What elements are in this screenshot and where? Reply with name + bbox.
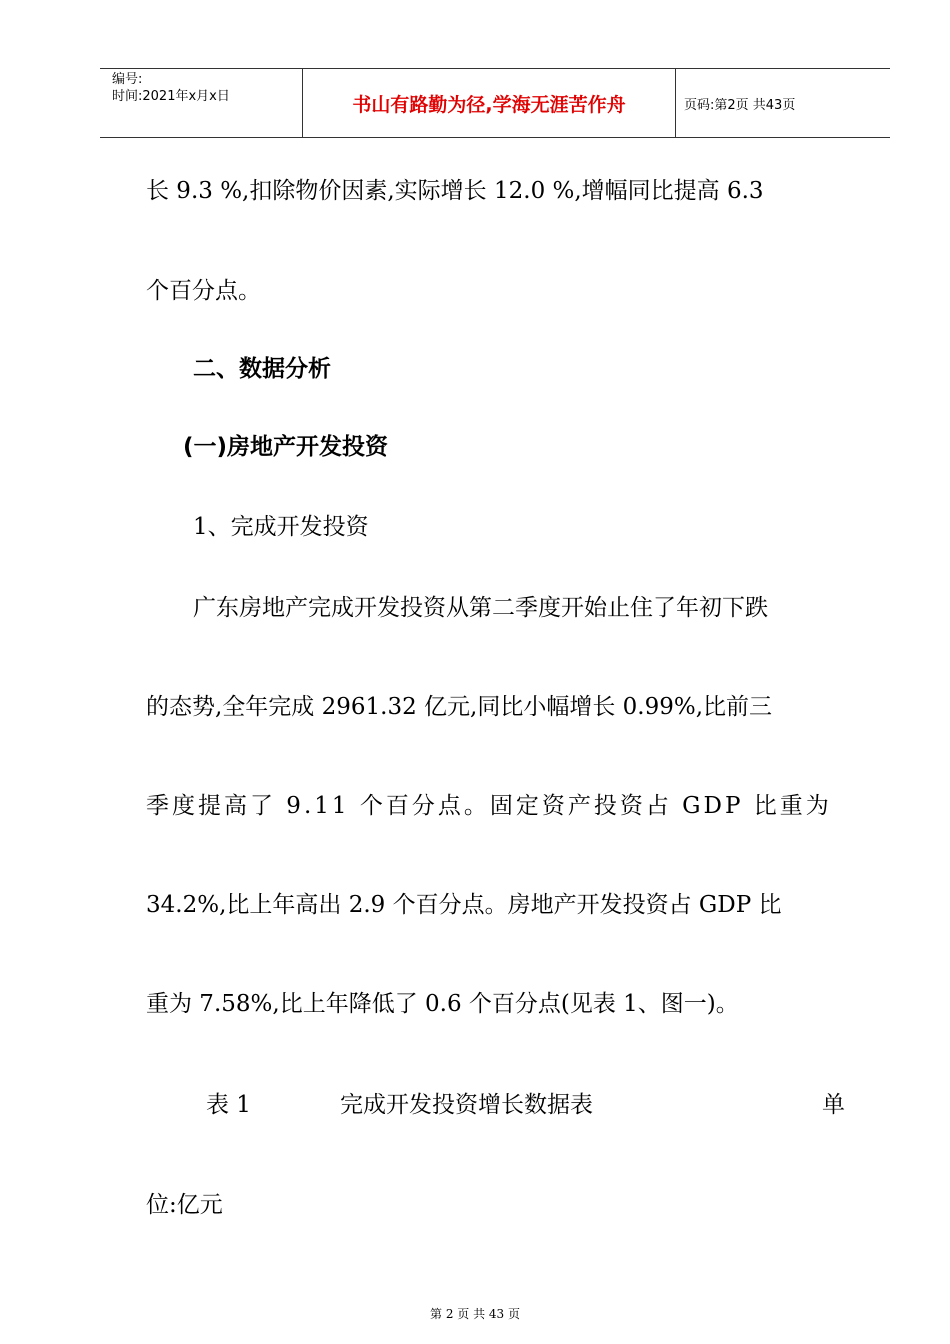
page-header [100,68,890,138]
paragraph-line-3: 季度提高了 9.11 个百分点。固定资产投资占 GDP 比重为 [146,793,832,819]
paragraph-line-4: 34.2%,比上年高出 2.9 个百分点。房地产开发投资占 GDP 比 [146,892,782,918]
header-number-label: 编号: [112,72,143,87]
header-motto: 书山有路勤为径,学海无涯苦作舟 [302,69,676,137]
section-heading: 二、数据分析 [193,356,331,382]
header-time-label: 时间:2021年x月x日 [112,89,230,104]
body-line-1 [146,172,848,205]
paragraph-line-5: 重为 7.58%,比上年降低了 0.6 个百分点(见表 1、图一)。 [146,991,739,1017]
subsection-heading: (一)房地产开发投资 [183,434,389,460]
body-line-1-text: 长 9.3 %,扣除物价因素,实际增长 12.0 %,增幅同比提高 6.3 [146,178,764,204]
header-meta [100,69,302,137]
item-heading: 1、完成开发投资 [193,514,369,540]
table-caption-unit-end: 位:亿元 [146,1192,223,1218]
table-caption-title: 完成开发投资增长数据表 [340,1092,593,1118]
table-caption-label: 表 1 [206,1092,251,1118]
body-line-2: 个百分点。 [146,278,261,304]
header-page-info: 页码:第2页 共43页 [684,97,796,113]
paragraph-line-1: 广东房地产完成开发投资从第二季度开始止住了年初下跌 [193,595,768,621]
page-footer: 第 2 页 共 43 页 [430,1307,520,1321]
paragraph-line-2: 的态势,全年完成 2961.32 亿元,同比小幅增长 0.99%,比前三 [146,694,773,720]
table-caption-unit-start: 单 [822,1092,845,1118]
